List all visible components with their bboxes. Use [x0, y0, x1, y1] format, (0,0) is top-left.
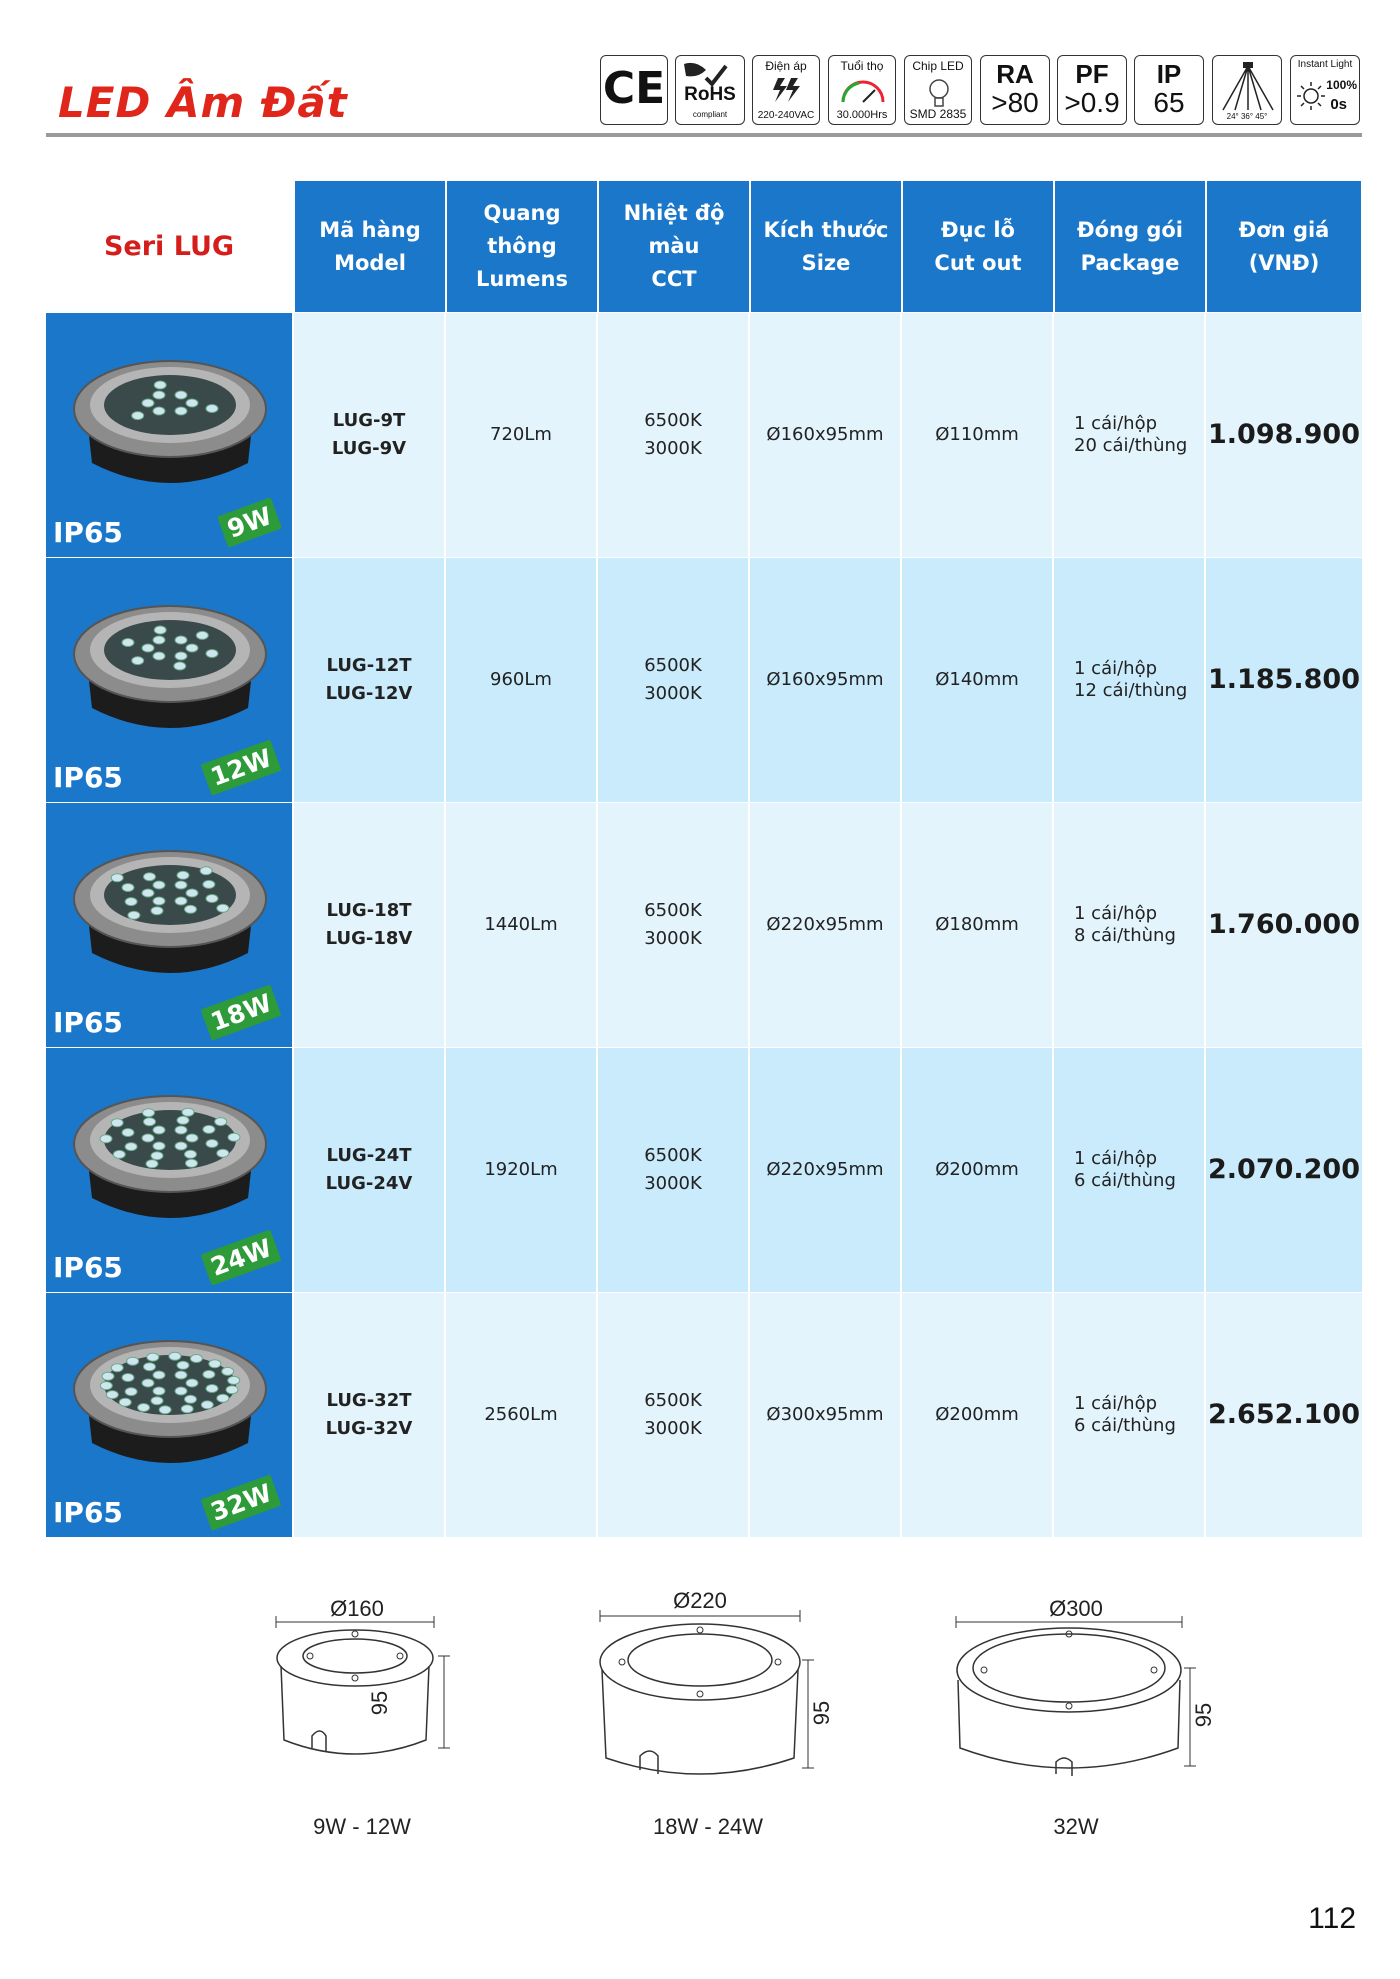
col-label: Đục lỗ — [941, 217, 1015, 242]
cutout-cell — [902, 313, 1052, 557]
pf-label: PF — [1075, 59, 1109, 89]
ip-badge — [1134, 55, 1204, 125]
page-number: 112 — [1308, 1902, 1356, 1935]
table-row — [46, 803, 1362, 1047]
rohs-text: RoHS — [684, 84, 736, 105]
lumens-cell-text: 2560Lm — [484, 1404, 558, 1425]
product-image-cell — [46, 1048, 292, 1292]
size-cell-text: Ø160x95mm — [766, 669, 884, 690]
col-cct — [599, 181, 749, 312]
ip-rating-label: IP65 — [53, 1006, 123, 1039]
col-label: Nhiệt độ màu — [623, 201, 725, 258]
cct-cell-text: 6500K — [644, 1390, 702, 1411]
col-label: Đơn giá — [1238, 217, 1330, 242]
ip-rating-label: IP65 — [53, 761, 123, 794]
model-cell-text: LUG-24T — [326, 1145, 412, 1166]
lumens-cell — [446, 1048, 596, 1292]
wattage-badge: 32W — [200, 1474, 281, 1530]
package-cell-text: 1 cái/hộp — [1074, 413, 1158, 434]
diagram-small-height: 95 — [367, 1690, 392, 1716]
cct-cell-text: 6500K — [644, 410, 702, 431]
cct-cell — [598, 1048, 748, 1292]
cutout-cell-text: Ø140mm — [935, 669, 1019, 690]
cct-cell-text: 3000K — [644, 438, 702, 459]
pf-badge — [1057, 55, 1127, 125]
instant-light-badge — [1290, 55, 1360, 125]
col-price — [1207, 181, 1361, 312]
price-cell — [1206, 313, 1362, 557]
model-cell-text: LUG-32V — [325, 1418, 413, 1439]
voltage-caption: Điện áp — [765, 59, 807, 73]
cct-cell-text: 3000K — [644, 928, 702, 949]
table-row — [46, 1293, 1362, 1537]
series-label: Seri LUG — [103, 231, 235, 262]
lumens-cell-text: 1920Lm — [484, 1159, 558, 1180]
package-cell — [1054, 1048, 1204, 1292]
lumens-cell-text: 1440Lm — [484, 914, 558, 935]
product-image-cell — [46, 313, 292, 557]
size-cell — [750, 803, 900, 1047]
chip-caption: Chip LED — [912, 59, 964, 73]
diagram-medium-caption: 18W - 24W — [652, 1814, 764, 1839]
cct-cell-text: 6500K — [644, 900, 702, 921]
col-size — [751, 181, 901, 312]
col-sublabel: Model — [334, 250, 406, 275]
cct-cell — [598, 803, 748, 1047]
cct-cell — [598, 313, 748, 557]
ra-label: RA — [996, 59, 1034, 89]
model-cell — [294, 1048, 444, 1292]
package-cell-text: 1 cái/hộp — [1074, 903, 1158, 924]
package-cell — [1054, 313, 1204, 557]
cutout-cell — [902, 1048, 1052, 1292]
size-cell-text: Ø300x95mm — [766, 1404, 884, 1425]
package-cell-text: 8 cái/thùng — [1074, 925, 1176, 946]
table-row — [46, 558, 1362, 802]
lumens-cell — [446, 1293, 596, 1537]
cct-cell — [598, 558, 748, 802]
col-label: Mã hàng — [319, 217, 421, 242]
package-cell-text: 6 cái/thùng — [1074, 1170, 1176, 1191]
diagram-medium-diameter: Ø220 — [673, 1588, 727, 1613]
instant-time: 0s — [1330, 96, 1347, 113]
col-sublabel: Size — [801, 250, 851, 275]
wattage-badge: 12W — [200, 739, 281, 795]
cutout-cell-text: Ø180mm — [935, 914, 1019, 935]
diagram-small-diameter: Ø160 — [330, 1596, 384, 1621]
col-model — [295, 181, 445, 312]
col-sublabel: Lumens — [476, 267, 568, 291]
rohs-badge — [675, 55, 745, 125]
model-cell — [294, 558, 444, 802]
cct-cell-text: 3000K — [644, 1173, 702, 1194]
col-label: Đóng gói — [1077, 217, 1183, 242]
wattage-badge: 9W — [217, 497, 282, 547]
lumens-cell — [446, 313, 596, 557]
lifetime-badge — [828, 55, 896, 125]
col-sublabel: CCT — [651, 267, 697, 291]
voltage-badge — [752, 55, 820, 125]
ce-mark: CE — [602, 63, 666, 114]
col-sublabel: (VNĐ) — [1248, 250, 1320, 275]
model-cell-text: LUG-18V — [325, 928, 413, 949]
model-cell — [294, 1293, 444, 1537]
size-cell — [750, 558, 900, 802]
diagram-medium-height: 95 — [809, 1700, 834, 1726]
price-cell-text: 1.185.800 — [1207, 664, 1361, 695]
package-cell — [1054, 803, 1204, 1047]
size-cell-text: Ø220x95mm — [766, 1159, 884, 1180]
price-cell — [1206, 1048, 1362, 1292]
cct-cell-text: 6500K — [644, 1145, 702, 1166]
price-cell — [1206, 558, 1362, 802]
model-cell — [294, 803, 444, 1047]
size-cell — [750, 1048, 900, 1292]
wattage-badge: 18W — [200, 984, 281, 1040]
diagram-large — [950, 1598, 1210, 1818]
col-label: Quang thông — [483, 201, 561, 258]
wattage-badge: 24W — [200, 1229, 281, 1285]
lumens-cell — [446, 803, 596, 1047]
model-cell-text: LUG-32T — [326, 1390, 412, 1411]
model-cell-text: LUG-18T — [326, 900, 412, 921]
beam-angle-badge — [1212, 55, 1282, 125]
size-cell-text: Ø160x95mm — [766, 424, 884, 445]
ip-rating-label: IP65 — [53, 516, 123, 549]
instant-percent: 100% — [1326, 78, 1357, 92]
diagram-large-caption: 32W — [1053, 1814, 1099, 1839]
ip-badge-value: 65 — [1153, 87, 1185, 118]
ce-badge — [600, 55, 668, 125]
price-cell-text: 2.652.100 — [1207, 1399, 1361, 1430]
package-cell-text: 20 cái/thùng — [1074, 435, 1188, 456]
model-cell-text: LUG-9V — [331, 438, 407, 459]
ra-value: >80 — [991, 87, 1039, 118]
cct-cell — [598, 1293, 748, 1537]
instant-caption: Instant Light — [1297, 59, 1353, 70]
lumens-cell — [446, 558, 596, 802]
diagram-large-diameter: Ø300 — [1049, 1596, 1103, 1621]
col-sublabel: Cut out — [934, 250, 1022, 275]
product-image-cell — [46, 803, 292, 1047]
cutout-cell — [902, 803, 1052, 1047]
cutout-cell — [902, 558, 1052, 802]
model-cell-text: LUG-9T — [332, 410, 406, 431]
voltage-value: 220-240VAC — [757, 110, 815, 121]
price-cell-text: 1.760.000 — [1207, 909, 1361, 940]
package-cell-text: 1 cái/hộp — [1074, 1393, 1158, 1414]
size-cell — [750, 1293, 900, 1537]
size-cell — [750, 313, 900, 557]
package-cell-text: 12 cái/thùng — [1074, 680, 1188, 701]
col-package — [1055, 181, 1205, 312]
package-cell — [1054, 1293, 1204, 1537]
header-divider — [46, 133, 1362, 137]
cct-cell-text: 6500K — [644, 655, 702, 676]
chip-badge — [904, 55, 972, 125]
cutout-cell — [902, 1293, 1052, 1537]
ip-badge-label: IP — [1156, 59, 1182, 89]
price-cell-text: 2.070.200 — [1207, 1154, 1361, 1185]
package-cell-text: 6 cái/thùng — [1074, 1415, 1176, 1436]
model-cell — [294, 313, 444, 557]
lumens-cell-text: 960Lm — [490, 669, 552, 690]
model-cell-text: LUG-24V — [325, 1173, 413, 1194]
page-title: LED Âm Đất — [58, 78, 348, 127]
diagram-large-height: 95 — [1191, 1702, 1216, 1728]
cct-cell-text: 3000K — [644, 1418, 702, 1439]
model-cell-text: LUG-12T — [326, 655, 412, 676]
lifetime-caption: Tuổi thọ — [840, 59, 884, 73]
pf-value: >0.9 — [1064, 87, 1120, 118]
ip-rating-label: IP65 — [53, 1251, 123, 1284]
rohs-sub: compliant — [692, 110, 728, 119]
chip-value: SMD 2835 — [909, 107, 967, 121]
col-label: Kích thước — [763, 217, 889, 242]
cutout-cell-text: Ø200mm — [935, 1404, 1019, 1425]
cutout-cell-text: Ø110mm — [935, 424, 1019, 445]
col-lumens — [447, 181, 597, 312]
lifetime-value: 30.000Hrs — [836, 109, 888, 121]
beam-angles: 24° 36° 45° — [1226, 112, 1268, 121]
price-cell — [1206, 1293, 1362, 1537]
diagram-small-caption: 9W - 12W — [313, 1814, 411, 1839]
col-sublabel: Package — [1080, 250, 1180, 275]
product-image-cell — [46, 1293, 292, 1537]
cutout-cell-text: Ø200mm — [935, 1159, 1019, 1180]
price-cell-text: 1.098.900 — [1207, 419, 1361, 450]
model-cell-text: LUG-12V — [325, 683, 413, 704]
table-row — [46, 313, 1362, 557]
ra-badge — [980, 55, 1050, 125]
package-cell — [1054, 558, 1204, 802]
package-cell-text: 1 cái/hộp — [1074, 1148, 1158, 1169]
price-cell — [1206, 803, 1362, 1047]
table-row — [46, 1048, 1362, 1292]
size-cell-text: Ø220x95mm — [766, 914, 884, 935]
diagram-medium — [590, 1590, 840, 1810]
ip-rating-label: IP65 — [53, 1496, 123, 1529]
col-cutout — [903, 181, 1053, 312]
table-header — [295, 181, 1361, 312]
package-cell-text: 1 cái/hộp — [1074, 658, 1158, 679]
product-image-cell — [46, 558, 292, 802]
cct-cell-text: 3000K — [644, 683, 702, 704]
lumens-cell-text: 720Lm — [490, 424, 552, 445]
